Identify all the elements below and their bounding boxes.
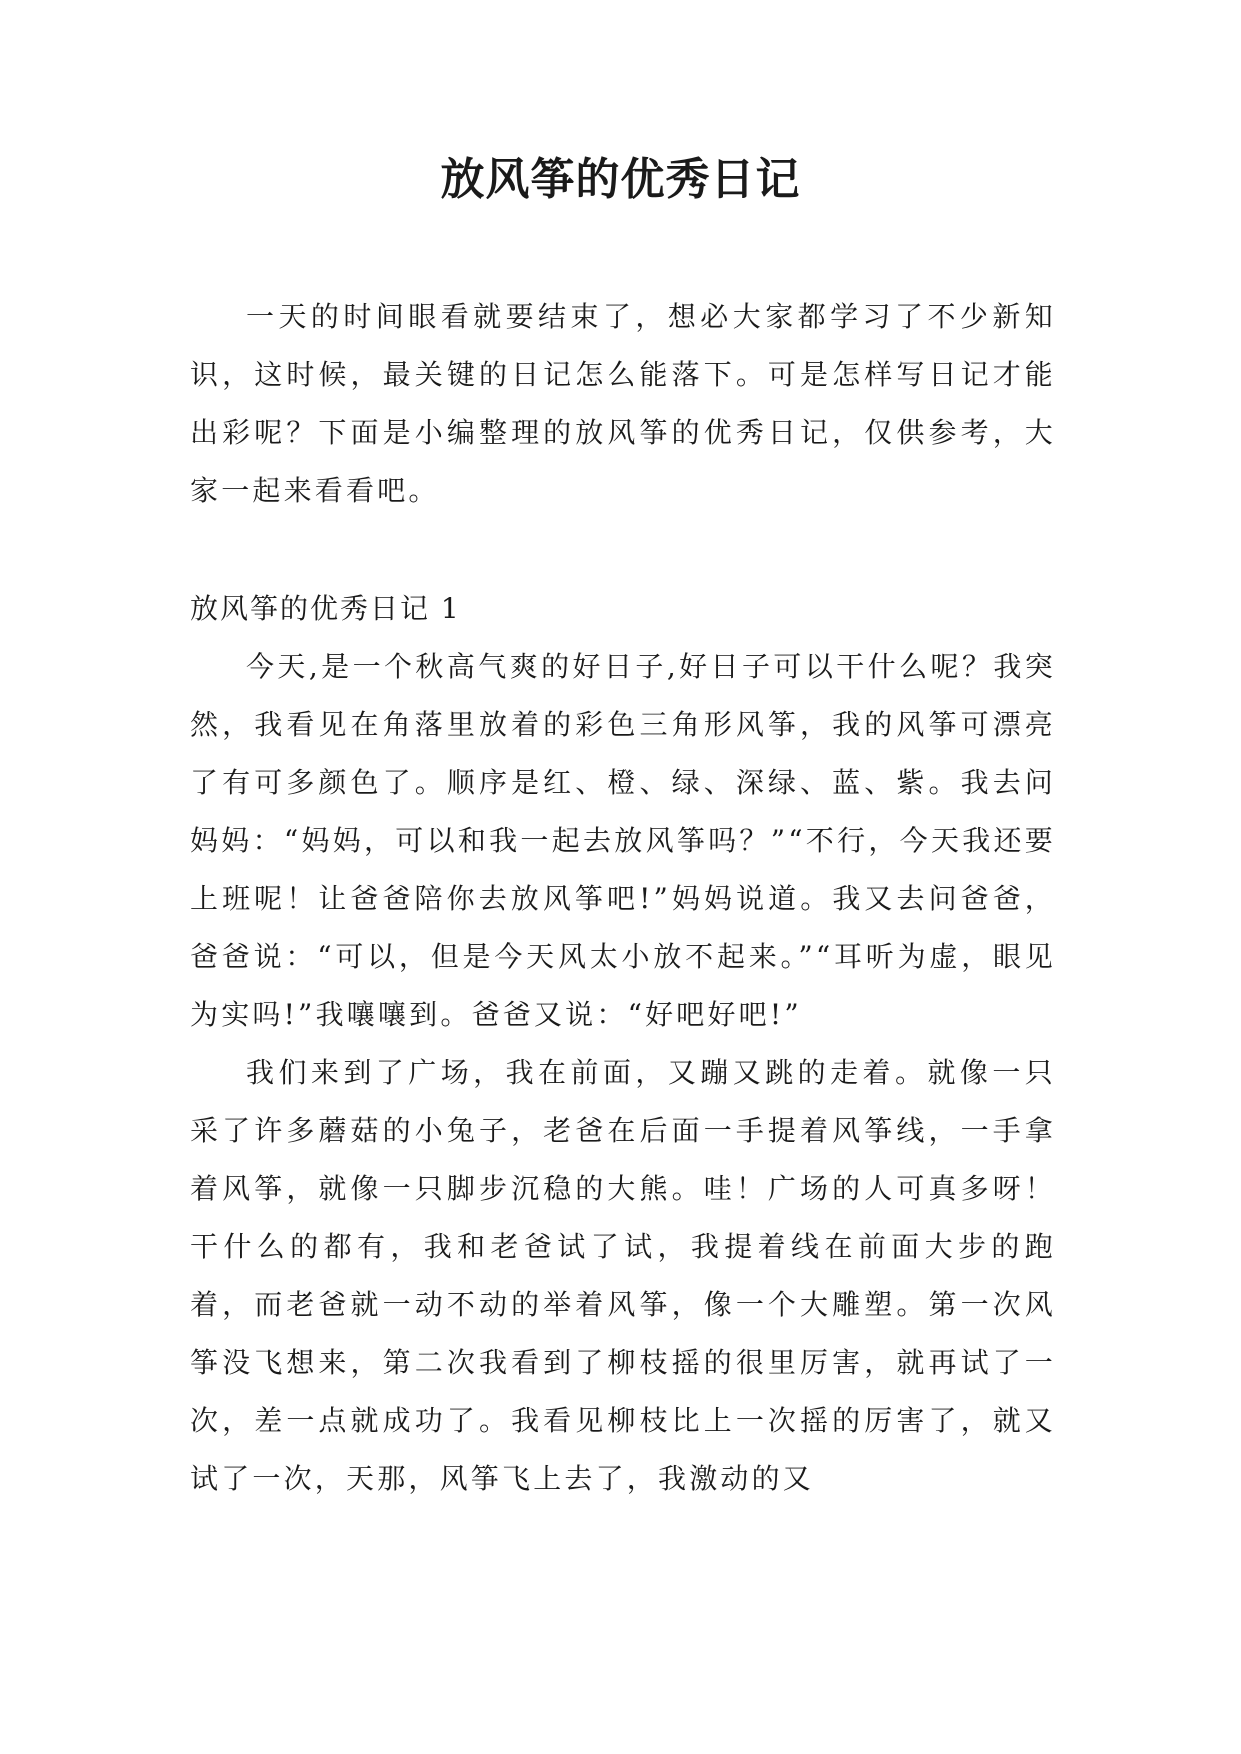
intro-paragraph: 一天的时间眼看就要结束了，想必大家都学习了不少新知识，这时候，最关键的日记怎么能落下。可是怎样写日记才能出彩呢？下面是小编整理的放风筝的优秀日记，仅供参考，大家一起来看看吧。 bbox=[190, 300, 1056, 507]
document-body bbox=[190, 288, 1056, 1508]
body-paragraph-2: 我们来到了广场，我在前面，又蹦又跳的走着。就像一只采了许多蘑菇的小兔子，老爸在后面一手提着风筝线，一手拿着风筝，就像一只脚步沉稳的大熊。哇！广场的人可真多呀！干什么的都有，我和老爸试了试，我提着线在前面大步的跑着，而老爸就一动不动的举着风筝，像一个大雕塑。第一次风筝没飞想来，第二次我看到了柳枝摇的很里厉害，就再试了一次，差一点就成功了。我看见柳枝比上一次摇的厉害了，就又试了一次，天那，风筝飞上去了，我激动的又 bbox=[190, 1056, 1056, 1495]
body-paragraph-1: 今天,是一个秋高气爽的好日子,好日子可以干什么呢？我突然，我看见在角落里放着的彩色三角形风筝，我的风筝可漂亮了有可多颜色了。顺序是红、橙、绿、深绿、蓝、紫。我去问妈妈：“妈妈，可以和我一起去放风筝吗？”“不行，今天我还要上班呢！让爸爸陪你去放风筝吧!”妈妈说道。我又去问爸爸，爸爸说：“可以，但是今天风太小放不起来。”“耳听为虚，眼见为实吗!”我嚷嚷到。爸爸又说：“好吧好吧!” bbox=[190, 650, 1056, 1031]
document-title: 放风筝的优秀日记 bbox=[440, 154, 801, 205]
section-heading: 放风筝的优秀日记 1 bbox=[190, 592, 461, 625]
paragraph-spacer bbox=[190, 520, 1056, 580]
